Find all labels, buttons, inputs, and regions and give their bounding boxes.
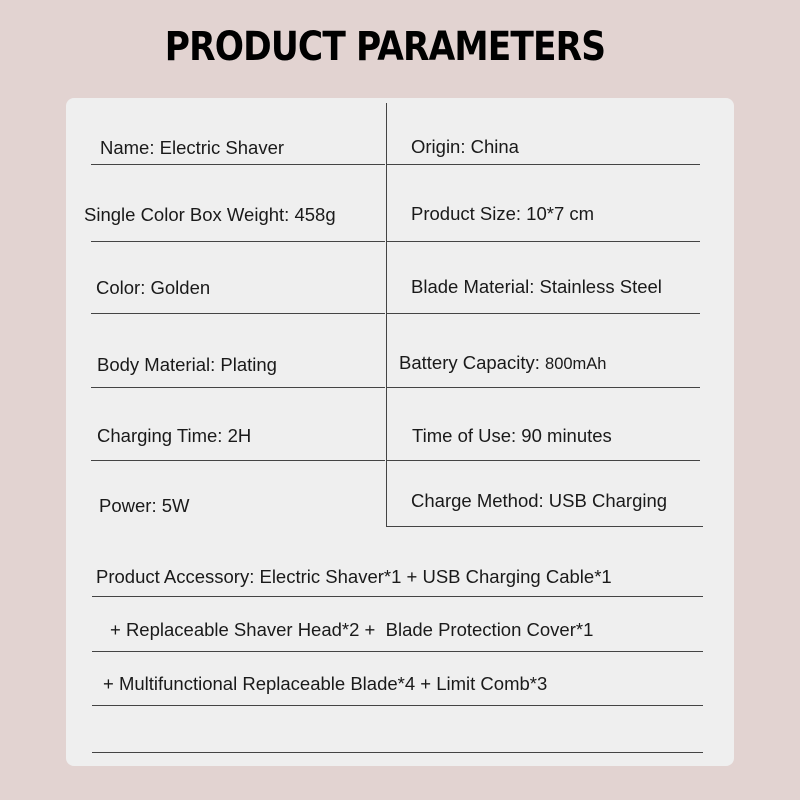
param-box-weight: Single Color Box Weight: 458g — [84, 204, 336, 225]
param-origin: Origin: China — [411, 136, 519, 157]
page-title: PRODUCT PARAMETERS — [164, 24, 606, 70]
param-time-of-use: Time of Use: 90 minutes — [412, 425, 612, 446]
row-divider — [387, 164, 700, 165]
accessory-divider — [92, 651, 703, 652]
row-divider — [91, 241, 385, 242]
column-divider — [386, 103, 387, 527]
row-divider — [91, 313, 385, 314]
accessory-line-1 — [96, 566, 612, 588]
param-name: Name: Electric Shaver — [100, 137, 285, 158]
row-divider — [387, 241, 700, 242]
accessory-label: Product Accessory: — [96, 566, 260, 587]
row-divider — [387, 313, 700, 314]
param-power: Power: 5W — [99, 495, 190, 516]
accessory-divider — [92, 705, 703, 706]
row-divider — [91, 387, 385, 388]
param-blade-material: Blade Material: Stainless Steel — [411, 276, 662, 297]
param-product-size: Product Size: 10*7 cm — [411, 203, 595, 224]
param-body-material: Body Material: Plating — [97, 354, 277, 375]
param-battery-capacity — [399, 352, 606, 374]
param-color: Color: Golden — [96, 277, 211, 298]
battery-value: 800mAh — [545, 355, 607, 373]
accessory-divider — [92, 596, 703, 597]
battery-label: Battery Capacity: — [399, 352, 546, 373]
row-divider — [91, 460, 385, 461]
row-divider — [387, 460, 700, 461]
accessory-line-2: + Replaceable Shaver Head*2 + Blade Protection Cover*1 — [110, 619, 594, 640]
row-divider — [387, 526, 703, 527]
accessory-line-3: + Multifunctional Replaceable Blade*4 + Limit Comb*3 — [103, 673, 548, 694]
row-divider — [91, 164, 385, 165]
accessory-value: Electric Shaver*1 + USB Charging Cable*1 — [259, 566, 612, 587]
accessory-divider — [92, 752, 703, 753]
param-charge-method: Charge Method: USB Charging — [411, 490, 668, 511]
row-divider — [387, 387, 700, 388]
param-charging-time: Charging Time: 2H — [97, 425, 252, 446]
